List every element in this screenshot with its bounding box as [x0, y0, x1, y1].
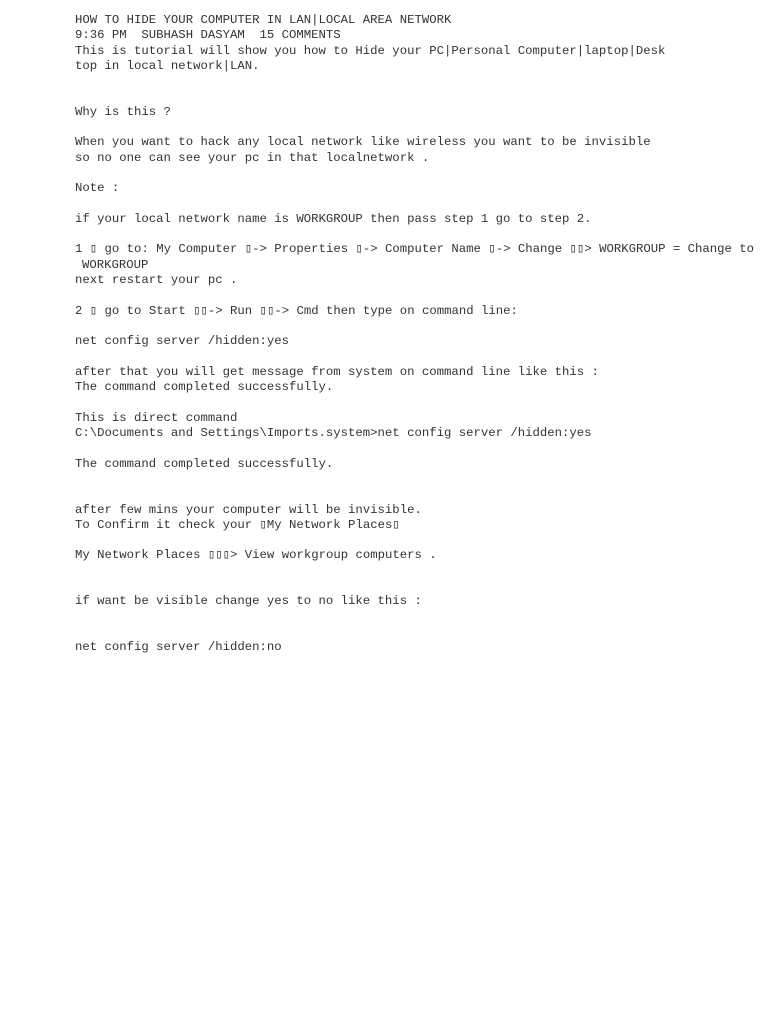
spacer — [75, 579, 765, 594]
command-completed: The command completed successfully. — [75, 456, 334, 471]
why-line-2: so no one can see your pc in that localnetwork . — [75, 150, 430, 165]
document-page — [75, 13, 765, 655]
visible-instruction: if want be visible change yes to no like this : — [75, 594, 422, 609]
spacer — [75, 472, 765, 487]
post-meta: 9:36 PM SUBHASH DASYAM 15 COMMENTS — [75, 28, 341, 43]
direct-command-label: This is direct command — [75, 410, 238, 425]
step-1-line-2: WORKGROUP — [82, 257, 149, 272]
spacer — [75, 197, 765, 212]
spacer — [75, 441, 765, 456]
intro-line-2: top in local network|LAN. — [75, 58, 260, 73]
spacer — [75, 89, 765, 104]
spacer — [75, 350, 765, 365]
command-hide: net config server /hidden:yes — [75, 334, 290, 349]
network-places-line: My Network Places ▯▯▯> View workgroup computers . — [75, 548, 437, 563]
spacer — [75, 487, 765, 502]
command-show: net config server /hidden:no — [75, 640, 282, 655]
spacer — [75, 533, 765, 548]
why-heading: Why is this ? — [75, 104, 171, 119]
spacer — [75, 288, 765, 303]
spacer — [75, 227, 765, 242]
spacer — [75, 395, 765, 410]
spacer — [75, 120, 765, 135]
intro-line-1: This is tutorial will show you how to Hide your PC|Personal Computer|laptop|Desk — [75, 43, 666, 58]
invisible-line-1: after few mins your computer will be invisible. — [75, 502, 422, 517]
step-1-line-1: 1 ▯ go to: My Computer ▯-> Properties ▯-> Computer Name ▯-> Change ▯▯> WORKGROUP = Change to — [75, 242, 755, 257]
document-title: HOW TO HIDE YOUR COMPUTER IN LAN|LOCAL AREA NETWORK — [75, 13, 452, 27]
step-2: 2 ▯ go to Start ▯▯-> Run ▯▯-> Cmd then type on command line: — [75, 303, 518, 318]
after-line-1: after that you will get message from system on command line like this : — [75, 364, 599, 379]
step-1-line-3: next restart your pc . — [75, 273, 238, 288]
why-line-1: When you want to hack any local network like wireless you want to be invisible — [75, 135, 651, 150]
note-heading: Note : — [75, 181, 120, 196]
direct-command: C:\Documents and Settings\Imports.system>net config server /hidden:yes — [75, 426, 592, 441]
spacer — [75, 166, 765, 181]
after-line-2: The command completed successfully. — [75, 380, 334, 395]
spacer — [75, 610, 765, 625]
spacer — [75, 625, 765, 640]
spacer — [75, 564, 765, 579]
note-text: if your local network name is WORKGROUP then pass step 1 go to step 2. — [75, 211, 592, 226]
spacer — [75, 74, 765, 89]
spacer — [75, 319, 765, 334]
invisible-line-2: To Confirm it check your ▯My Network Places▯ — [75, 517, 400, 532]
